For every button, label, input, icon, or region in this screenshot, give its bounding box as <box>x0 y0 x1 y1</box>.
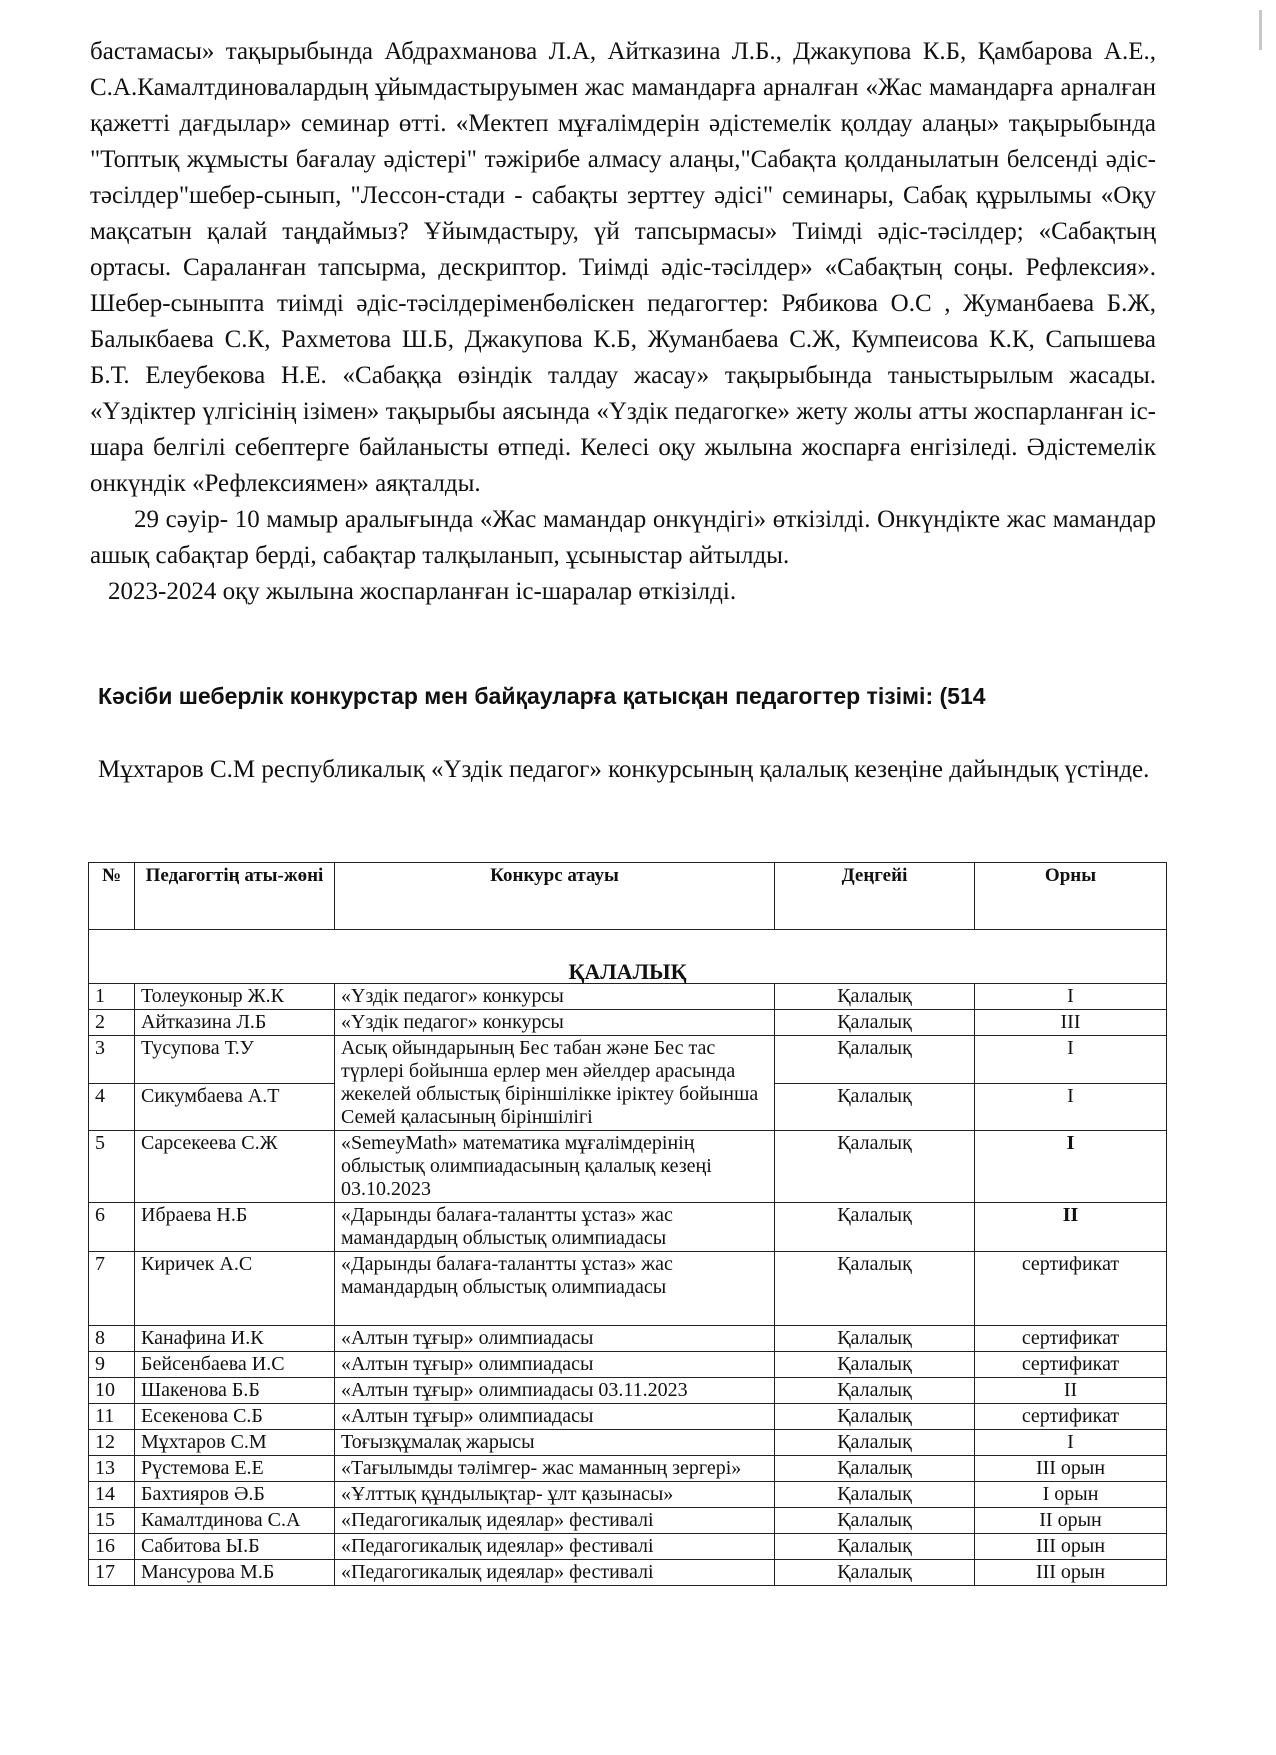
cell-competition: «Педагогикалық идеялар» фестивалі <box>335 1508 775 1534</box>
competitions-table <box>88 862 1167 1586</box>
cell-level: Қалалық <box>775 1036 975 1084</box>
cell-place: I орын <box>975 1482 1167 1508</box>
preparation-note: Мұхтаров С.М республикалық «Үздік педагог» конкурсының қалалық кезеңіне дайындық үстінде. <box>98 756 1150 783</box>
cell-name: Рүстемова Е.Е <box>135 1456 335 1482</box>
cell-level: Қалалық <box>775 1352 975 1378</box>
cell-num: 12 <box>89 1430 135 1456</box>
cell-num: 6 <box>89 1203 135 1252</box>
cell-place: сертификат <box>975 1326 1167 1352</box>
cell-num: 17 <box>89 1560 135 1586</box>
cell-place: III орын <box>975 1560 1167 1586</box>
cell-num: 4 <box>89 1083 135 1131</box>
cell-level: Қалалық <box>775 1326 975 1352</box>
cell-competition: «Алтын тұғыр» олимпиадасы 03.11.2023 <box>335 1378 775 1404</box>
cell-num: 2 <box>89 1010 135 1036</box>
cell-name: Сикумбаева А.Т <box>135 1083 335 1131</box>
scan-edge-mark <box>1259 10 1262 50</box>
cell-place: I <box>975 1131 1167 1203</box>
table-row <box>89 1482 1167 1508</box>
cell-name: Киричек А.С <box>135 1252 335 1326</box>
intro-paragraph-1: бастамасы» тақырыбында Абдрахманова Л.А, Айтказина Л.Б., Джакупова К.Б, Қамбарова А.Е., С.А.Камалтдиновалардың ұйымдастыруымен жас мамандарға арналған «Жас мамандарға арналған қажетті дағдылар» семинар өтті. «Мектеп мұғалімдерін әдістемелік қолдау алаңы» тақырыбында "Топтық жұмысты бағалау әдістері" тәжірибе алмасу алаңы,"Сабақта қолданылатын белсенді әдіс-тәсілдер"шебер-сынып, "Лессон-стади - сабақты зерттеу әдісі" семинары, Сабақ құрылымы «Оқу мақсатын қалай таңдаймыз? Ұйымдастыру, үй тапсырмасы» Тиімді әдіс-тәсілдер; «Сабақтың ортасы. Сараланған тапсырма, дескриптор. Тиімді әдіс-тәсілдер» «Сабақтың соңы. Рефлексия». Шебер-сыныпта тиімді әдіс-тәсілдеріменбөліскен педагогтер: Рябикова О.С , Жуманбаева Б.Ж, Балыкбаева С.К, Рахметова Ш.Б, Джакупова К.Б, Жуманбаева С.Ж, Кумпеисова К.К, Сапышева Б.Т. Елеубекова Н.Е. «Сабаққа өзіндік талдау жасау» тақырыбында таныстырылым жасады. «Үздіктер үлгісінің ізімен» тақырыбы аясында «Үздік педагогке» жету жолы атты жоспарланған іс-шара белгілі себептерге байланысты өтпеді. Келесі оқу жылына жоспарға енгізіледі. Әдістемелік онкүндік «Рефлексиямен» аяқталды. <box>90 38 1156 497</box>
cell-name: Есекенова С.Б <box>135 1404 335 1430</box>
table-row <box>89 1131 1167 1203</box>
intro-paragraph-2: 29 сәуір- 10 мамыр аралығында «Жас мамандар онкүндігі» өткізілді. Онкүндікте жас мамандар ашық сабақтар берді, сабақтар талқыланып, ұсыныстар айтылды. <box>90 506 1156 569</box>
cell-level: Қалалық <box>775 1430 975 1456</box>
cell-competition: Тоғызқұмалақ жарысы <box>335 1430 775 1456</box>
cell-num: 16 <box>89 1534 135 1560</box>
cell-competition: «Алтын тұғыр» олимпиадасы <box>335 1404 775 1430</box>
header-competition: Конкурс атауы <box>335 863 775 930</box>
cell-name: Айтказина Л.Б <box>135 1010 335 1036</box>
cell-name: Сабитова Ы.Б <box>135 1534 335 1560</box>
cell-name: Сарсекеева С.Ж <box>135 1131 335 1203</box>
cell-place: сертификат <box>975 1404 1167 1430</box>
cell-level: Қалалық <box>775 1482 975 1508</box>
cell-num: 15 <box>89 1508 135 1534</box>
cell-level: Қалалық <box>775 1508 975 1534</box>
table-row <box>89 1560 1167 1586</box>
cell-place: II орын <box>975 1508 1167 1534</box>
cell-name: Мансурова М.Б <box>135 1560 335 1586</box>
cell-place: сертификат <box>975 1352 1167 1378</box>
intro-text <box>90 34 1156 610</box>
cell-competition: «Педагогикалық идеялар» фестивалі <box>335 1534 775 1560</box>
cell-place: I <box>975 1036 1167 1084</box>
cell-place: I <box>975 1083 1167 1131</box>
cell-num: 13 <box>89 1456 135 1482</box>
cell-name: Ибраева Н.Б <box>135 1203 335 1252</box>
table-row <box>89 984 1167 1010</box>
cell-level: Қалалық <box>775 1456 975 1482</box>
section-heading: Кәсіби шеберлік конкурстар мен байқауларға қатысқан педагогтер тізімі: (514 <box>98 683 986 709</box>
cell-name: Камалтдинова С.А <box>135 1508 335 1534</box>
cell-num: 9 <box>89 1352 135 1378</box>
table-row <box>89 1326 1167 1352</box>
cell-place: III орын <box>975 1456 1167 1482</box>
table-row <box>89 1508 1167 1534</box>
cell-place: сертификат <box>975 1252 1167 1326</box>
cell-name: Бахтияров Ә.Б <box>135 1482 335 1508</box>
table-row <box>89 1252 1167 1326</box>
header-num: № <box>89 863 135 930</box>
cell-competition: «Педагогикалық идеялар» фестивалі <box>335 1560 775 1586</box>
cell-level: Қалалық <box>775 1378 975 1404</box>
cell-num: 8 <box>89 1326 135 1352</box>
cell-name: Толеуконыр Ж.К <box>135 984 335 1010</box>
cell-level: Қалалық <box>775 1203 975 1252</box>
cell-place: II <box>975 1378 1167 1404</box>
section-row <box>89 930 1167 984</box>
cell-name: Бейсенбаева И.С <box>135 1352 335 1378</box>
cell-num: 10 <box>89 1378 135 1404</box>
cell-level: Қалалық <box>775 984 975 1010</box>
cell-competition: «Алтын тұғыр» олимпиадасы <box>335 1352 775 1378</box>
cell-competition: «Үздік педагог» конкурсы <box>335 1010 775 1036</box>
table-row <box>89 1203 1167 1252</box>
cell-competition: «Алтын тұғыр» олимпиадасы <box>335 1326 775 1352</box>
header-level: Деңгейі <box>775 863 975 930</box>
cell-level: Қалалық <box>775 1560 975 1586</box>
cell-name: Мұхтаров С.М <box>135 1430 335 1456</box>
cell-level: Қалалық <box>775 1083 975 1131</box>
cell-name: Канафина И.К <box>135 1326 335 1352</box>
table-row <box>89 1352 1167 1378</box>
header-name: Педагогтің аты-жөні <box>135 863 335 930</box>
cell-place: III орын <box>975 1534 1167 1560</box>
cell-place: I <box>975 984 1167 1010</box>
cell-level: Қалалық <box>775 1534 975 1560</box>
header-place: Орны <box>975 863 1167 930</box>
cell-competition: «Ұлттық құндылықтар- ұлт қазынасы» <box>335 1482 775 1508</box>
cell-place: II <box>975 1203 1167 1252</box>
cell-num: 1 <box>89 984 135 1010</box>
cell-competition: «Дарынды балаға-талантты ұстаз» жас мамандардың облыстық олимпиадасы <box>335 1203 775 1252</box>
cell-num: 7 <box>89 1252 135 1326</box>
cell-num: 3 <box>89 1036 135 1084</box>
table-row <box>89 1378 1167 1404</box>
cell-competition: «Тағылымды тәлімгер- жас маманның зергері» <box>335 1456 775 1482</box>
cell-place: III <box>975 1010 1167 1036</box>
cell-level: Қалалық <box>775 1131 975 1203</box>
intro-paragraph-3: 2023-2024 оқу жылына жоспарланған іс-шаралар өткізілді. <box>108 578 737 605</box>
cell-num: 14 <box>89 1482 135 1508</box>
table-row <box>89 1010 1167 1036</box>
cell-name: Тусупова Т.У <box>135 1036 335 1084</box>
cell-level: Қалалық <box>775 1252 975 1326</box>
cell-num: 5 <box>89 1131 135 1203</box>
cell-name: Шакенова Б.Б <box>135 1378 335 1404</box>
cell-level: Қалалық <box>775 1404 975 1430</box>
table-row <box>89 1036 1167 1084</box>
cell-num: 11 <box>89 1404 135 1430</box>
table-header-row <box>89 863 1167 930</box>
cell-competition: «Дарынды балаға-талантты ұстаз» жас мамандардың облыстық олимпиадасы <box>335 1252 775 1326</box>
cell-competition: «SemeyMath» математика мұғалімдерінің облыстық олимпиадасының қалалық кезеңі 03.10.2023 <box>335 1131 775 1203</box>
table-row <box>89 1430 1167 1456</box>
cell-level: Қалалық <box>775 1010 975 1036</box>
table-row <box>89 1534 1167 1560</box>
table-row <box>89 1456 1167 1482</box>
section-label: ҚАЛАЛЫҚ <box>89 930 1167 984</box>
cell-competition: «Үздік педагог» конкурсы <box>335 984 775 1010</box>
cell-competition: Асық ойындарының Бес табан және Бес тас түрлері бойынша ерлер мен әйелдер арасында жекелей облыстық біріншілікке іріктеу бойынша Семей қаласының біріншілігі <box>335 1036 775 1131</box>
table-row <box>89 1404 1167 1430</box>
cell-place: I <box>975 1430 1167 1456</box>
